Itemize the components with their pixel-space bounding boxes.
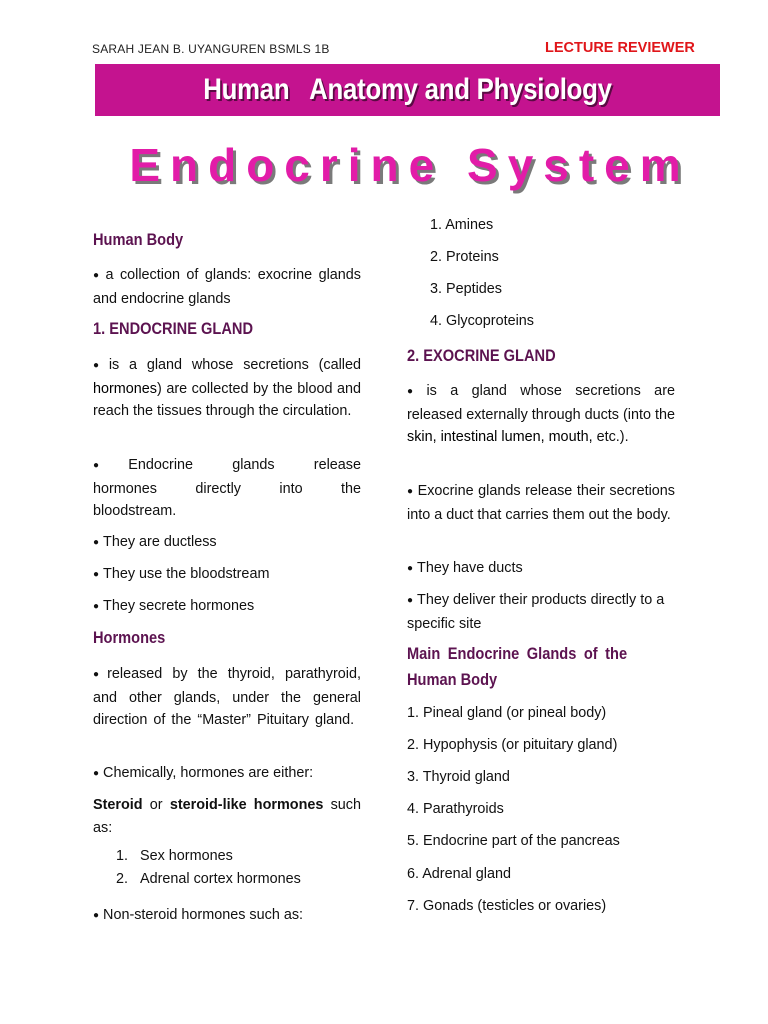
endocrine-release-text: ● Endocrine glands release hormones directly into the bloodstream. (93, 454, 361, 523)
gland-item-7: 7. Gonads (testicles or ovaries) (407, 898, 607, 914)
nonsteroid-item-4: 4. Glycoproteins (430, 313, 534, 329)
endocrine-bullet-bloodstream: ● They use the bloodstream (93, 563, 361, 587)
banner-title: Human Anatomy and Physiology (203, 73, 612, 106)
endocrine-bullet-ductless: ● They are ductless (93, 531, 361, 555)
endocrine-gland-heading: 1. ENDOCRINE GLAND (93, 319, 254, 338)
gland-item-1: 1. Pineal gland (or pineal body) (407, 705, 607, 721)
gland-item-4: 4. Parathyroids (407, 801, 504, 817)
human-body-heading: Human Body (93, 230, 184, 249)
steroid-list-item-2: 2. Adrenal cortex hormones (116, 871, 301, 887)
hormones-chemical-text: ● Chemically, hormones are either: (93, 762, 361, 786)
subject-banner (95, 64, 720, 116)
hormones-heading: Hormones (93, 628, 166, 647)
endocrine-definition: ● is a gland whose secretions (called hormones) are collected by the blood and reach the tissues through the circulation. (93, 354, 361, 423)
steroid-text: Steroid or steroid-like hormones such as: (93, 797, 361, 836)
nonsteroid-item-2: 2. Proteins (430, 249, 499, 265)
gland-item-6: 6. Adrenal gland (407, 866, 512, 882)
nonsteroid-text: ● Non-steroid hormones such as: (93, 904, 361, 928)
hormones-release-text: ● released by the thyroid, parathyroid, and other glands, under the general direction of the “Master” Pituitary gland. (93, 663, 361, 732)
main-glands-heading-line1: Main Endocrine Glands of the (407, 644, 628, 663)
nonsteroid-item-3: 3. Peptides (430, 281, 503, 297)
exocrine-release-text: ● Exocrine glands release their secretions into a duct that carries them out the body. (407, 480, 675, 526)
human-body-text: ● a collection of glands: exocrine glands and endocrine glands (93, 264, 361, 310)
reviewer-label: LECTURE REVIEWER (545, 40, 695, 56)
endocrine-bullet-secrete: ● They secrete hormones (93, 595, 361, 619)
exocrine-bullet-deliver: ● They deliver their products directly to a specific site (407, 589, 675, 635)
gland-item-5: 5. Endocrine part of the pancreas (407, 833, 620, 849)
page-title: Endocrine System (129, 139, 691, 191)
steroid-list-item-1: 1. Sex hormones (116, 848, 233, 864)
exocrine-gland-heading: 2. EXOCRINE GLAND (407, 346, 556, 365)
author-name: SARAH JEAN B. UYANGUREN BSMLS 1B (92, 42, 330, 56)
exocrine-definition: ● is a gland whose secretions are released externally through ducts (into the skin, intestinal lumen, mouth, etc.). (407, 380, 675, 449)
gland-item-2: 2. Hypophysis (or pituitary gland) (407, 737, 618, 753)
gland-item-3: 3. Thyroid gland (407, 769, 510, 785)
nonsteroid-item-1: 1. Amines (430, 217, 494, 233)
exocrine-bullet-ducts: ● They have ducts (407, 557, 675, 581)
main-glands-heading-line2: Human Body (407, 670, 498, 689)
